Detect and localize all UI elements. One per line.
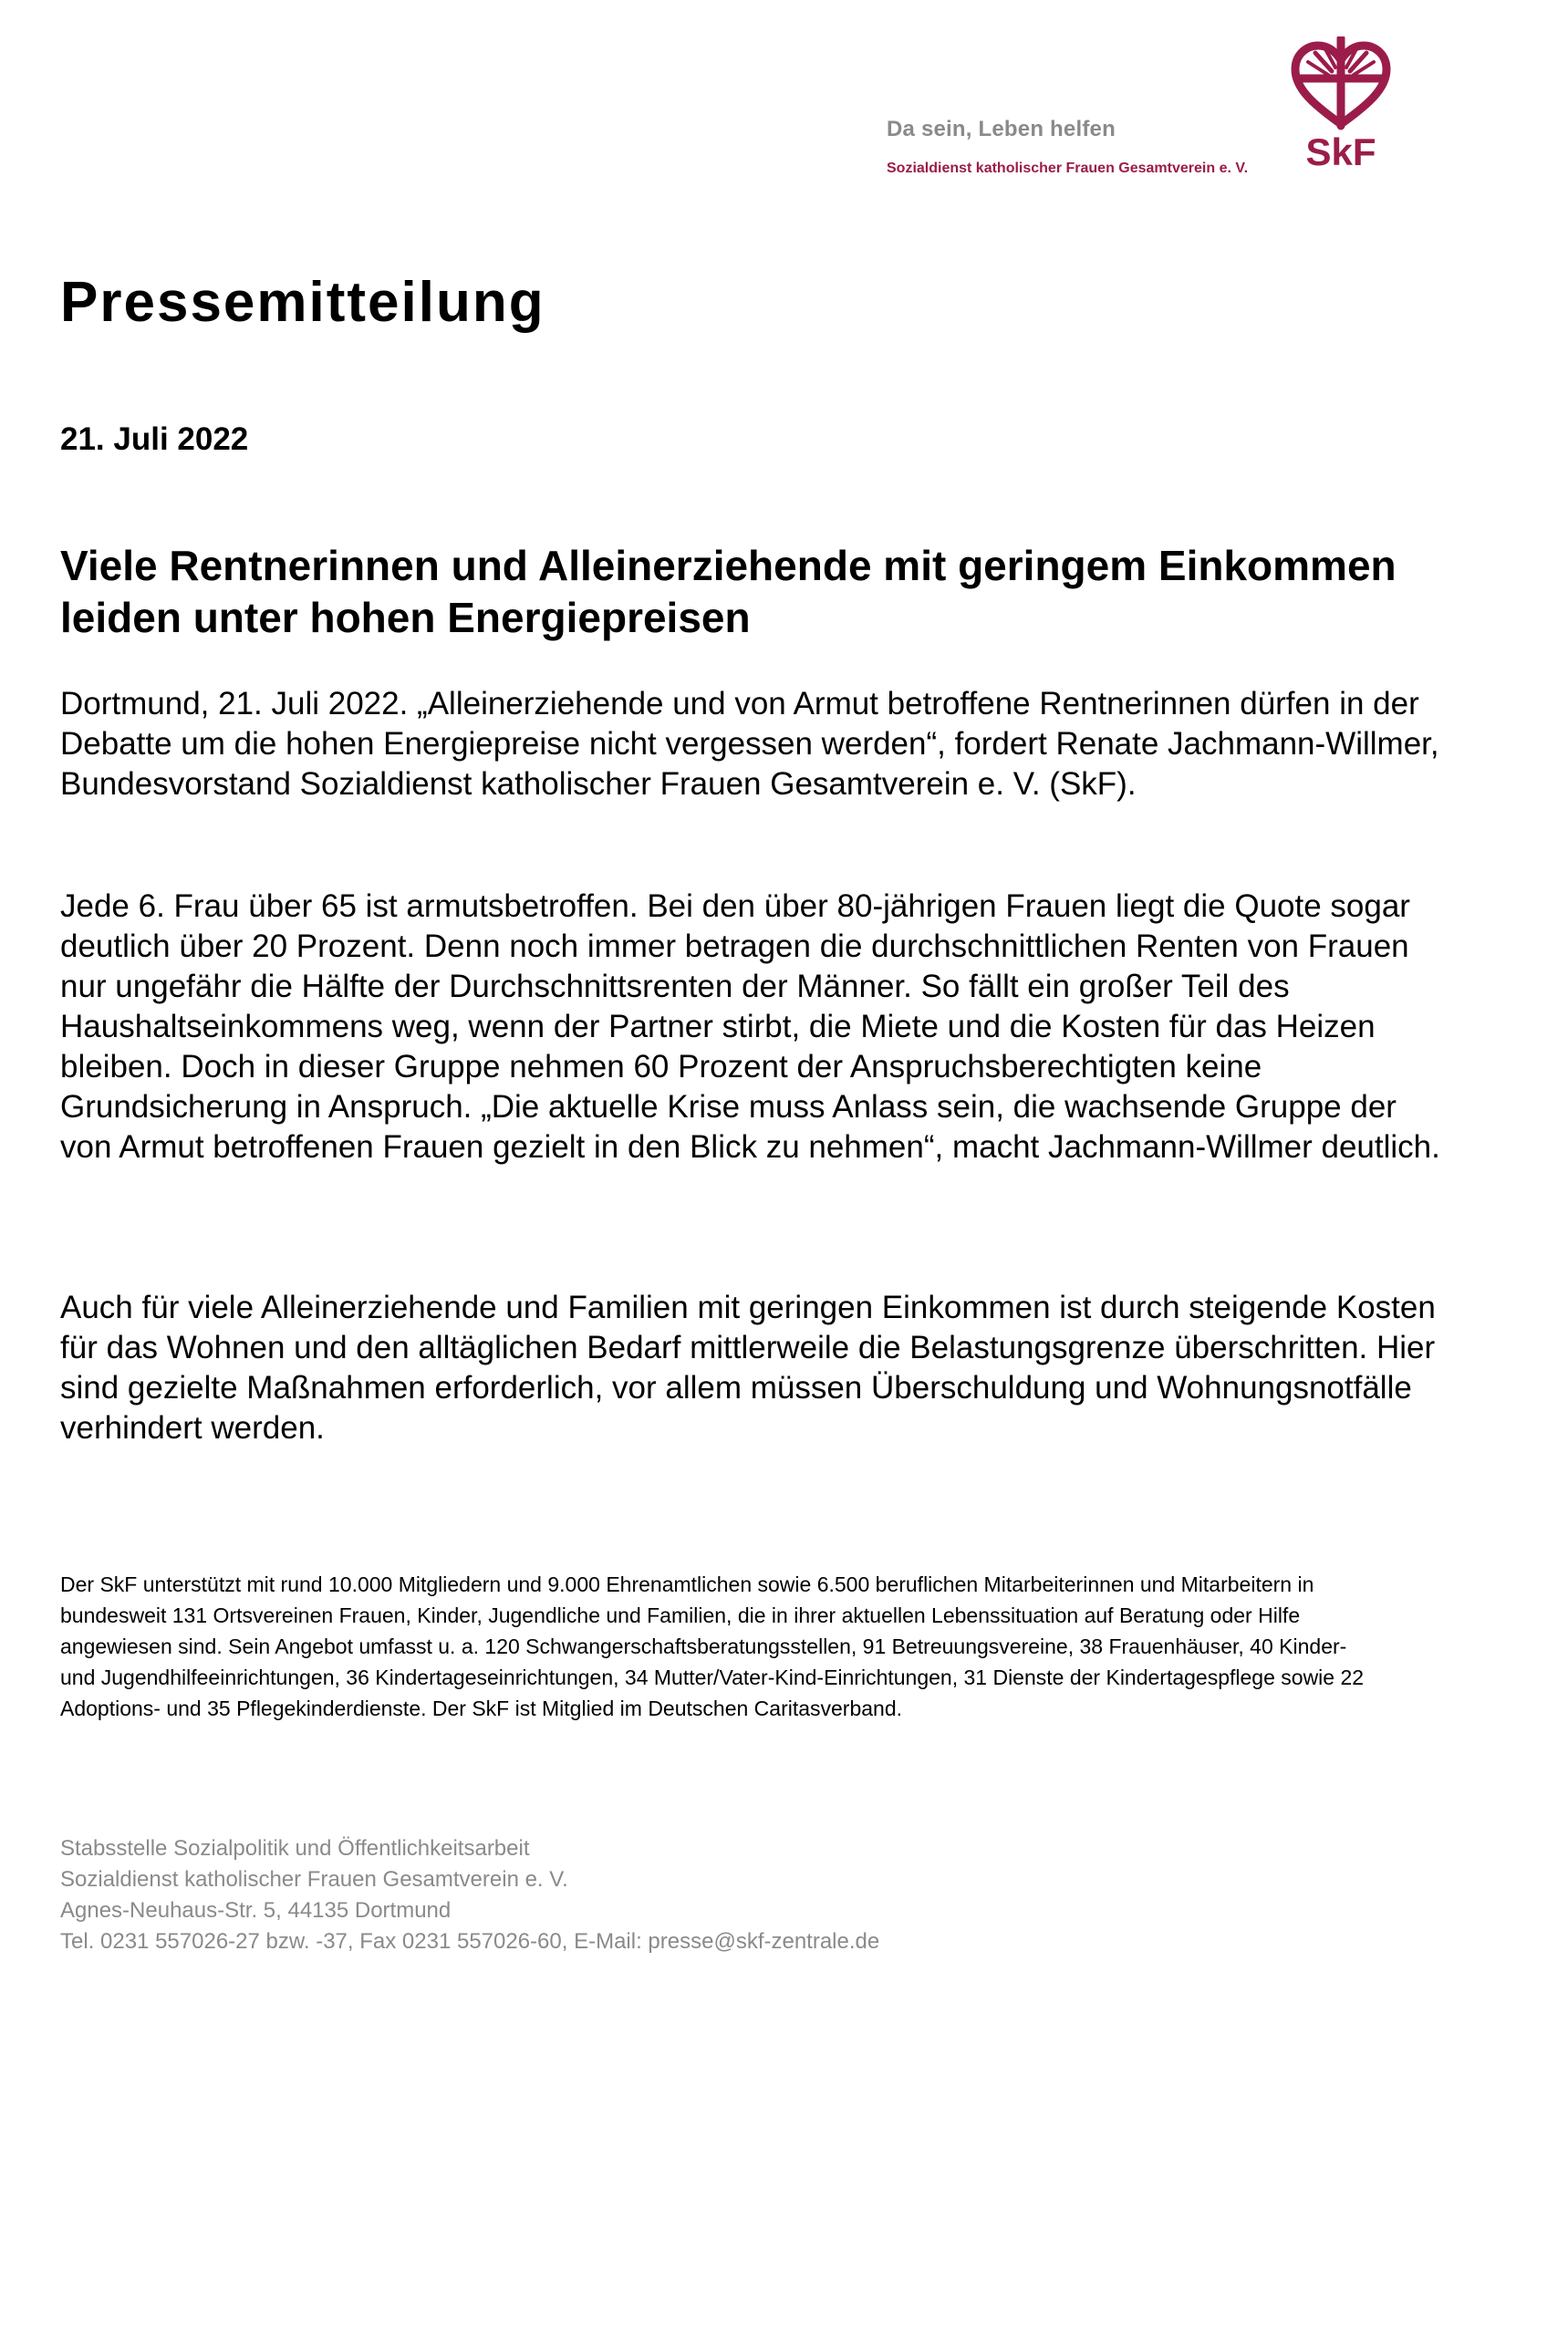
contact-block xyxy=(60,1833,1155,1957)
contact-department: Stabsstelle Sozialpolitik und Öffentlichkeitsarbeit xyxy=(60,1836,530,1861)
contact-address: Agnes-Neuhaus-Str. 5, 44135 Dortmund xyxy=(60,1898,452,1923)
contact-organization: Sozialdienst katholischer Frauen Gesamtverein e. V. xyxy=(60,1867,568,1892)
logo-text: SkF xyxy=(1305,130,1376,173)
body-paragraph: Auch für viele Alleinerziehende und Familien mit geringen Einkommen ist durch steigende Kosten für das Wohnen und den alltäglichen Bedarf mittlerweile die Belastungsgrenze überschritten. Hier sind gezielte Maßnahmen erforderlich, vor allem müssen Überschuldung und Wohnungsnotfälle verhindert werden. xyxy=(60,1290,1436,1446)
skf-logo xyxy=(1288,36,1394,182)
about-organization: Der SkF unterstützt mit rund 10.000 Mitgliedern und 9.000 Ehrenamtlichen sowie 6.500 beruflichen Mitarbeiterinnen und Mitarbeitern in bundesweit 131 Ortsvereinen Frauen, Kinder, Jugendliche und Familien, die in ihrer aktuellen Lebenssituation auf Beratung oder Hilfe angewiesen sind. Sein Angebot umfasst u. a. 120 Schwangerschaftsberatungsstellen, 91 Betreuungsvereine, 38 Frauenhäuser, 40 Kinder- und Jugendhilfeeinrichtungen, 36 Kindertageseinrichtungen, 34 Mutter/Vater-Kind-Einrichtungen, 31 Dienste der Kindertagespflege sowie 22 Adoptions- und 35 Pflegekinderdienste. Der SkF ist Mitglied im Deutschen Caritasverband. xyxy=(60,1572,1365,1720)
body-paragraph: Dortmund, 21. Juli 2022. „Alleinerziehende und von Armut betroffene Rentnerinnen dürfen in der Debatte um die hohen Energiepreise nicht vergessen werden“, fordert Renate Jachmann-Willmer, Bundesvorstand Sozialdienst katholischer Frauen Gesamtverein e. V. (SkF). xyxy=(60,686,1439,802)
letterhead xyxy=(0,0,1568,201)
document-title: Pressemitteilung xyxy=(60,271,545,334)
body-paragraph: Jede 6. Frau über 65 ist armutsbetroffen. Bei den über 80-jährigen Frauen liegt die Quote sogar deutlich über 20 Prozent. Denn noch immer betragen die durchschnittlichen Renten von Frauen nur ungefähr die Hälfte der Durchschnittsrenten der Männer. So fällt ein großer Teil des Haushaltseinkommens weg, wenn der Partner stirbt, die Miete und die Kosten für das Heizen bleiben. Doch in dieser Gruppe nehmen 60 Prozent der Anspruchsberechtigten keine Grundsicherung in Anspruch. „Die aktuelle Krise muss Anlass sein, die wachsende Gruppe der von Armut betroffenen Frauen gezielt in den Blick zu nehmen“, macht Jachmann-Willmer deutlich. xyxy=(60,888,1440,1165)
organization-name: Sozialdienst katholischer Frauen Gesamtverein e. V. xyxy=(887,161,1249,176)
press-headline: Viele Rentnerinnen und Alleinerziehende mit geringem Einkommen leiden unter hohen Energiepreisen xyxy=(60,542,1397,641)
cross-heart-logo-icon xyxy=(1288,36,1394,131)
contact-phone-email: Tel. 0231 557026-27 bzw. -37, Fax 0231 557026-60, E-Mail: presse@skf-zentrale.de xyxy=(60,1929,880,1954)
document-date: 21. Juli 2022 xyxy=(60,421,249,457)
tagline: Da sein, Leben helfen xyxy=(887,117,1116,141)
